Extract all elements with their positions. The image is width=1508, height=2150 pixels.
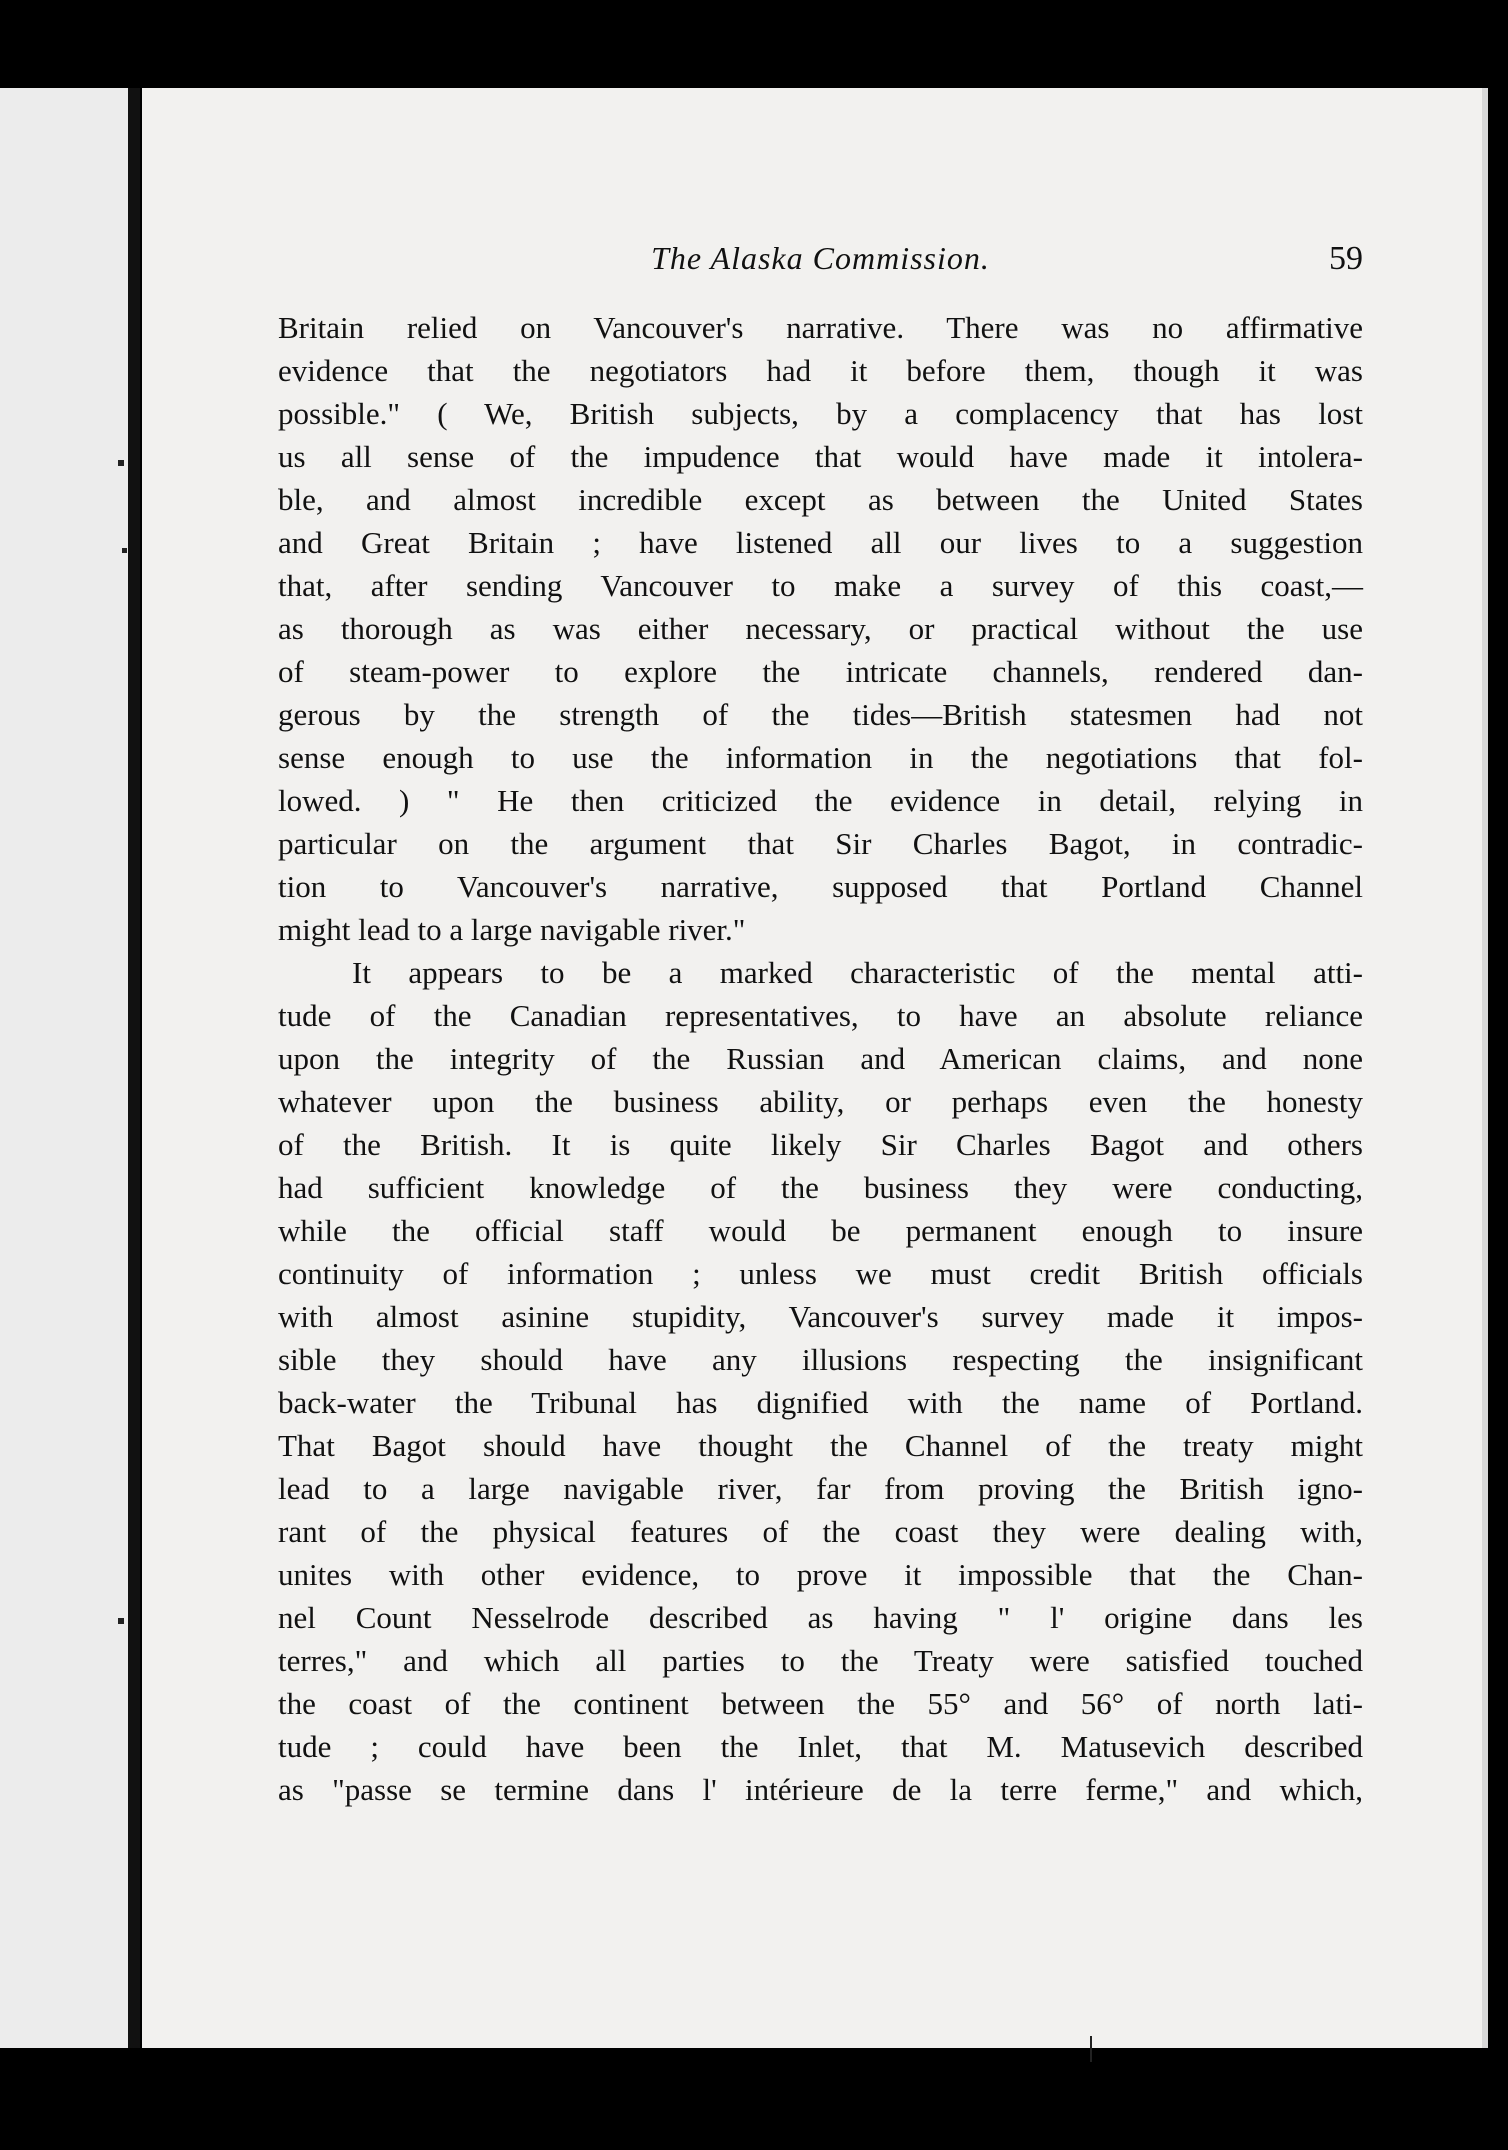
- text-line: back-water the Tribunal has dignified with the name of Portland.: [278, 1385, 1363, 1420]
- text-line: tude of the Canadian representatives, to have an absolute reliance: [278, 998, 1363, 1033]
- text-line: upon the integrity of the Russian and American claims, and none: [278, 1041, 1363, 1076]
- text-line: lead to a large navigable river, far from proving the British igno-: [278, 1471, 1363, 1506]
- scan-artifact: [1090, 2036, 1092, 2062]
- text-line: particular on the argument that Sir Charles Bagot, in contradic-: [278, 826, 1363, 861]
- running-header: [278, 240, 1363, 294]
- text-line: lowed. ) " He then criticized the evidence in detail, relying in: [278, 783, 1363, 818]
- text-line: had sufficient knowledge of the business they were conducting,: [278, 1170, 1363, 1205]
- scan-artifact: [118, 460, 124, 466]
- text-line: tude ; could have been the Inlet, that M. Matusevich described: [278, 1729, 1363, 1764]
- text-line: sible they should have any illusions respecting the insignificant: [278, 1342, 1363, 1377]
- facing-page-edge: [0, 88, 140, 2048]
- text-line: Britain relied on Vancouver's narrative. There was no affirmative: [278, 310, 1363, 345]
- text-line: of the British. It is quite likely Sir Charles Bagot and others: [278, 1127, 1363, 1162]
- scan-artifact: [122, 548, 127, 553]
- text-line: sense enough to use the information in the negotiations that fol-: [278, 740, 1363, 775]
- book-page: [142, 88, 1488, 2048]
- text-line: as "passe se termine dans l' intérieure de la terre ferme," and which,: [278, 1772, 1363, 1807]
- running-title: The Alaska Commission.: [651, 240, 990, 276]
- text-line: terres," and which all parties to the Treaty were satisfied touched: [278, 1643, 1363, 1678]
- text-line: gerous by the strength of the tides—British statesmen had not: [278, 697, 1363, 732]
- text-line: of steam-power to explore the intricate channels, rendered dan-: [278, 654, 1363, 689]
- text-line: possible." ( We, British subjects, by a complacency that has lost: [278, 396, 1363, 431]
- text-line: nel Count Nesselrode described as having " l' origine dans les: [278, 1600, 1363, 1635]
- text-line: and Great Britain ; have listened all our lives to a suggestion: [278, 525, 1363, 560]
- binding-gutter: [128, 88, 140, 2048]
- text-line: evidence that the negotiators had it before them, though it was: [278, 353, 1363, 388]
- text-line: with almost asinine stupidity, Vancouver's survey made it impos-: [278, 1299, 1363, 1334]
- text-line: unites with other evidence, to prove it impossible that the Chan-: [278, 1557, 1363, 1592]
- text-line: That Bagot should have thought the Channel of the treaty might: [278, 1428, 1363, 1463]
- body-text: [278, 306, 1363, 1811]
- text-line: tion to Vancouver's narrative, supposed that Portland Channel: [278, 869, 1363, 904]
- paragraph-start-line: It appears to be a marked characteristic of the mental atti-: [352, 955, 1363, 990]
- text-line: might lead to a large navigable river.": [278, 912, 746, 947]
- text-line: ble, and almost incredible except as between the United States: [278, 482, 1363, 517]
- text-line: as thorough as was either necessary, or practical without the use: [278, 611, 1363, 646]
- page-number: 59: [1329, 240, 1363, 277]
- text-line: rant of the physical features of the coast they were dealing with,: [278, 1514, 1363, 1549]
- text-line: us all sense of the impudence that would have made it intolera-: [278, 439, 1363, 474]
- text-line: the coast of the continent between the 55° and 56° of north lati-: [278, 1686, 1363, 1721]
- scan-artifact: [118, 1618, 124, 1624]
- text-line: that, after sending Vancouver to make a survey of this coast,—: [278, 568, 1363, 603]
- text-line: continuity of information ; unless we must credit British officials: [278, 1256, 1363, 1291]
- text-line: while the official staff would be permanent enough to insure: [278, 1213, 1363, 1248]
- text-line: whatever upon the business ability, or perhaps even the honesty: [278, 1084, 1363, 1119]
